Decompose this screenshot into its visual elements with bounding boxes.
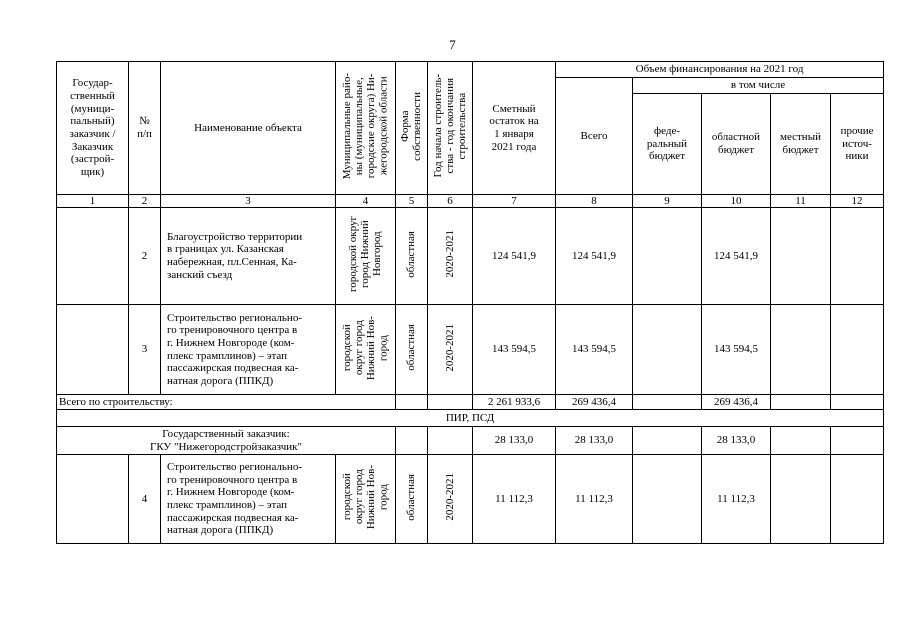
- table-row: [57, 305, 884, 395]
- column-number: 11: [771, 195, 831, 208]
- object-name: Строительство регионально- го тренировочного центра в г. Нижнем Новгороде (ком- плекс трамплинов) – этап пассажирская подвесная ка- натная дорога (ППКД): [161, 305, 336, 395]
- regional-value: 11 112,3: [702, 455, 771, 544]
- total-value: 124 541,9: [556, 208, 633, 305]
- header-num: № п/п: [129, 62, 161, 195]
- column-number: 1: [57, 195, 129, 208]
- header-federal: феде- ральный бюджет: [633, 94, 702, 195]
- page-number: 7: [449, 37, 456, 52]
- total-value: 11 112,3: [556, 455, 633, 544]
- header-local: местный бюджет: [771, 94, 831, 195]
- header-customer: Государ- ственный (муници- пальный) заказчик / Заказчик (застрой- щик): [57, 62, 129, 195]
- construction-years: 2020-2021: [443, 323, 456, 372]
- customer-label: Государственный заказчик: ГКУ "Нижегородстройзаказчик": [57, 427, 396, 455]
- ownership-form: областная: [405, 473, 418, 521]
- remaining-value: 143 594,5: [473, 305, 556, 395]
- total-value: 269 436,4: [556, 395, 633, 410]
- regional-value: 269 436,4: [702, 395, 771, 410]
- construction-years: 2020-2021: [443, 473, 456, 522]
- district-name: городской округ город Нижний Нов- город: [341, 315, 390, 380]
- customer-row: [57, 427, 884, 455]
- regional-value: 28 133,0: [702, 427, 771, 455]
- header-years: Год начала строитель- ства - год окончания строительства: [431, 74, 469, 178]
- header-funding-group: Объем финансирования на 2021 год: [556, 62, 884, 78]
- column-number: 6: [428, 195, 473, 208]
- column-number: 5: [396, 195, 428, 208]
- column-number: 7: [473, 195, 556, 208]
- financing-table: [56, 61, 884, 544]
- ownership-form: областная: [405, 230, 418, 278]
- object-name: Строительство регионально- го тренировочного центра в г. Нижнем Новгороде (ком- плекс трамплинов) – этап пассажирская подвесная ка- натная дорога (ППКД): [161, 455, 336, 544]
- column-number: 2: [129, 195, 161, 208]
- table-row: [57, 208, 884, 305]
- header-remaining: Сметный остаток на 1 января 2021 года: [473, 62, 556, 195]
- construction-total-row: [57, 395, 884, 410]
- header-district: Муниципальные райо- ны (муниципальные, городские округа) Ни- жегородской области: [341, 73, 390, 180]
- construction-years: 2020-2021: [443, 230, 456, 279]
- header-regional: областной бюджет: [702, 94, 771, 195]
- column-number: 10: [702, 195, 771, 208]
- remaining-value: 124 541,9: [473, 208, 556, 305]
- row-number: 4: [129, 455, 161, 544]
- table-row: [57, 455, 884, 544]
- total-value: 143 594,5: [556, 305, 633, 395]
- remaining-value: 28 133,0: [473, 427, 556, 455]
- construction-total-label: Всего по строительству:: [57, 395, 396, 410]
- ownership-form: областная: [405, 324, 418, 372]
- district-name: городской округ город Нижний Нов- город: [341, 465, 390, 530]
- column-number: 12: [831, 195, 884, 208]
- remaining-value: 2 261 933,6: [473, 395, 556, 410]
- header-other: прочие источ- ники: [831, 94, 884, 195]
- header-including: в том числе: [633, 78, 884, 94]
- row-number: 2: [129, 208, 161, 305]
- section-title: ПИР, ПСД: [57, 410, 884, 427]
- row-number: 3: [129, 305, 161, 395]
- district-name: городской округ город Нижний Новгород: [347, 216, 384, 293]
- regional-value: 143 594,5: [702, 305, 771, 395]
- column-number: 4: [336, 195, 396, 208]
- header-object-name: Наименование объекта: [161, 62, 336, 195]
- total-value: 28 133,0: [556, 427, 633, 455]
- remaining-value: 11 112,3: [473, 455, 556, 544]
- column-number: 3: [161, 195, 336, 208]
- regional-value: 124 541,9: [702, 208, 771, 305]
- object-name: Благоустройство территории в границах ул. Казанская набережная, пл.Сенная, Ка- занский съезд: [161, 208, 336, 305]
- header-total: Всего: [556, 78, 633, 195]
- header-ownership: Форма собственности: [399, 91, 424, 161]
- column-number: 8: [556, 195, 633, 208]
- column-number: 9: [633, 195, 702, 208]
